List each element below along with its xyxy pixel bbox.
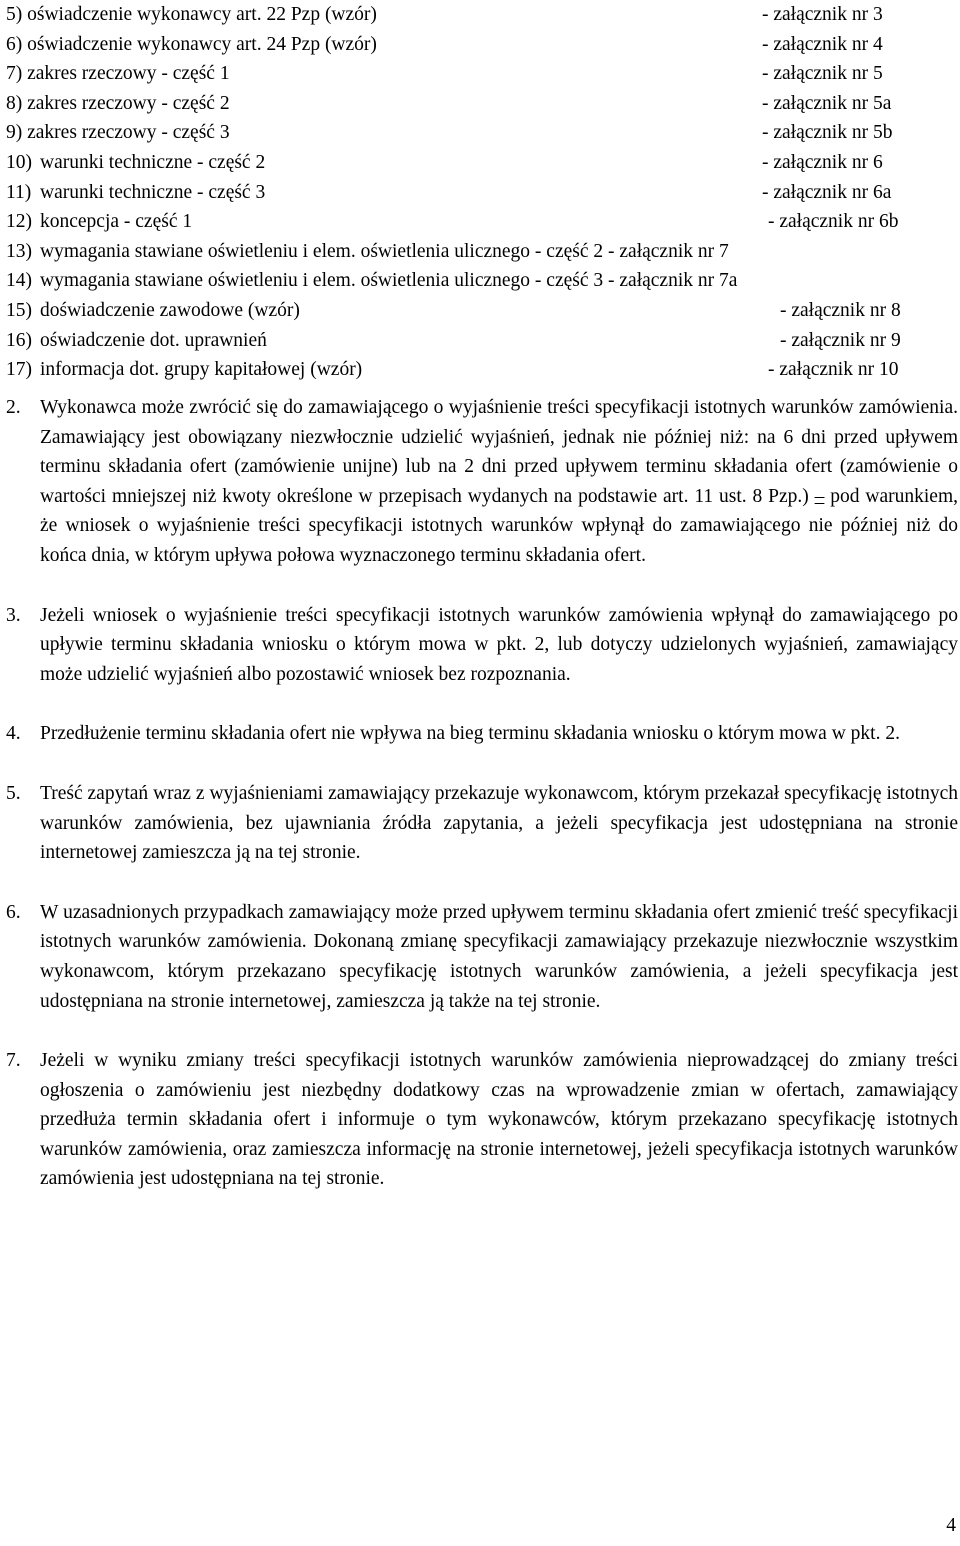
attachment-item bbox=[6, 237, 956, 267]
page-number: 4 bbox=[946, 1515, 956, 1536]
attachment-description: 7) zakres rzeczowy - część 1 bbox=[6, 63, 230, 85]
paragraph-5 bbox=[6, 779, 958, 868]
paragraph-dash: – bbox=[814, 485, 825, 507]
attachment-number: 14) bbox=[6, 270, 32, 292]
paragraph-number: 3. bbox=[6, 604, 21, 626]
attachment-reference: - załącznik nr 6b bbox=[768, 211, 899, 233]
attachment-number: 15) bbox=[6, 299, 32, 321]
paragraph-6 bbox=[6, 898, 958, 1016]
paragraph-number: 4. bbox=[6, 723, 21, 745]
attachment-number: 11) bbox=[6, 181, 32, 203]
attachment-item bbox=[6, 118, 956, 148]
attachment-item bbox=[6, 30, 956, 60]
attachment-item bbox=[6, 326, 956, 356]
attachment-description: 5) oświadczenie wykonawcy art. 22 Pzp (wzór) bbox=[6, 4, 377, 25]
paragraph-text: Jeżeli w wyniku zmiany treści specyfikacji istotnych warunków zamówienia nieprowadzącej do zmiany treści ogłoszenia o zamówieniu jest niezbędny dodatkowy czas na wprowadzenie zmian w ofertach, zamawiający przedłuża termin składania ofert i informuje o tym wykonawców, którym przekazano specyfikację istotnych warunków zamówienia, oraz zamieszcza informację na stronie internetowej, jeżeli specyfikacja istotnych warunków zamówienia jest udostępniana na tej stronie. bbox=[40, 1050, 958, 1190]
attachment-reference: - załącznik nr 5b bbox=[762, 122, 893, 144]
attachment-reference: - załącznik nr 7 bbox=[608, 240, 729, 262]
attachment-description: wymagania stawiane oświetleniu i elem. oświetlenia ulicznego - część 2 - załącznik nr 7 bbox=[40, 240, 729, 262]
attachment-description: wymagania stawiane oświetleniu i elem. oświetlenia ulicznego - część 3 - załącznik nr 7a bbox=[40, 270, 738, 292]
attachment-item bbox=[6, 0, 956, 30]
attachment-list bbox=[6, 0, 956, 385]
paragraph-text: Treść zapytań wraz z wyjaśnieniami zamawiający przekazuje wykonawcom, którym przekazał specyfikację istotnych warunków zamówienia, bez ujawniania źródła zapytania, a jeżeli specyfikacja jest udostępniana na stronie internetowej zamieszcza ją na tej stronie. bbox=[40, 782, 958, 864]
attachment-reference: - załącznik nr 8 bbox=[780, 299, 901, 321]
attachment-number: 10) bbox=[6, 151, 32, 173]
attachment-number: 13) bbox=[6, 240, 32, 262]
paragraph-2 bbox=[6, 393, 958, 571]
attachment-reference: - załącznik nr 9 bbox=[780, 329, 901, 351]
paragraph-number: 5. bbox=[6, 782, 21, 804]
attachment-description: 9) zakres rzeczowy - część 3 bbox=[6, 122, 230, 144]
attachment-reference: - załącznik nr 6a bbox=[762, 181, 892, 203]
attachment-description: oświadczenie dot. uprawnień bbox=[40, 329, 267, 351]
attachment-description: 8) zakres rzeczowy - część 2 bbox=[6, 92, 230, 114]
attachment-description: warunki techniczne - część 2 bbox=[40, 151, 266, 173]
attachment-description: warunki techniczne - część 3 bbox=[40, 181, 266, 203]
paragraph-text: Jeżeli wniosek o wyjaśnienie treści specyfikacji istotnych warunków zamówienia wpłynął do zamawiającego po upływie terminu składania wniosku o którym mowa w pkt. 2, lub dotyczy udzielonych wyjaśnień, zamawiający może udzielić wyjaśnień albo pozostawić wniosek bez rozpoznania. bbox=[40, 604, 958, 685]
attachment-number: 12) bbox=[6, 211, 32, 233]
attachment-reference: - załącznik nr 4 bbox=[762, 33, 883, 55]
attachment-reference: - załącznik nr 3 bbox=[762, 4, 883, 25]
attachment-description: informacja dot. grupy kapitałowej (wzór) bbox=[40, 359, 363, 381]
attachment-number: 16) bbox=[6, 329, 32, 351]
attachment-description: doświadczenie zawodowe (wzór) bbox=[40, 299, 300, 321]
paragraph-4 bbox=[6, 719, 958, 749]
paragraph-text: Przedłużenie terminu składania ofert nie wpływa na bieg terminu składania wniosku o którym mowa w pkt. 2. bbox=[40, 723, 900, 745]
paragraph-number: 7. bbox=[6, 1050, 21, 1072]
attachment-item bbox=[6, 266, 956, 296]
attachment-item bbox=[6, 355, 956, 385]
attachment-item bbox=[6, 59, 956, 89]
attachment-reference: - załącznik nr 6 bbox=[762, 151, 883, 173]
attachment-item bbox=[6, 178, 956, 208]
paragraph-number: 2. bbox=[6, 397, 21, 418]
paragraph-text: W uzasadnionych przypadkach zamawiający może przed upływem terminu składania ofert zmienić treść specyfikacji istotnych warunków zamówienia. Dokonaną zmianę specyfikacji zamawiający przekazuje niezwłocznie wszystkim wykonawcom, którym przekazano specyfikację istotnych warunków zamówienia, a jeżeli specyfikacja jest udostępniana na stronie internetowej, zamieszcza ją także na tej stronie. bbox=[40, 901, 958, 1012]
paragraphs bbox=[6, 393, 958, 1194]
paragraph-text: Wykonawca może zwrócić się do zamawiającego o wyjaśnienie treści specyfikacji istotnych warunków zamówienia. Zamawiający jest obowiązany niezwłocznie udzielić wyjaśnień, jednak nie później niż: na 6 dni przed upływem terminu składania ofert (zamówienie unijne) lub na 2 dni przed upływem terminu składania ofert (zamówienie o wartości mniejszej niż kwoty określone w przepisach wydanych na podstawie art. 11 ust. 8 Pzp.) bbox=[40, 397, 958, 507]
attachment-item bbox=[6, 148, 956, 178]
attachment-item bbox=[6, 207, 956, 237]
attachment-reference: - załącznik nr 5a bbox=[762, 92, 892, 114]
attachment-reference: - załącznik nr 10 bbox=[768, 359, 899, 381]
paragraph-7 bbox=[6, 1046, 958, 1194]
attachment-description: 6) oświadczenie wykonawcy art. 24 Pzp (wzór) bbox=[6, 33, 377, 55]
attachment-number: 17) bbox=[6, 359, 32, 381]
paragraph-3 bbox=[6, 601, 958, 690]
attachment-reference: - załącznik nr 7a bbox=[608, 270, 738, 292]
attachment-item bbox=[6, 89, 956, 119]
paragraph-text-continued: pod warunkiem, że wniosek o wyjaśnienie treści specyfikacji istotnych warunków wpłynął do zamawiającego nie później niż do końca dnia, w którym upływa połowa wyznaczonego terminu składania ofert. bbox=[40, 485, 958, 566]
attachment-item bbox=[6, 296, 956, 326]
attachment-reference: - załącznik nr 5 bbox=[762, 63, 883, 85]
attachment-description: koncepcja - część 1 bbox=[40, 211, 193, 233]
paragraph-number: 6. bbox=[6, 901, 21, 923]
